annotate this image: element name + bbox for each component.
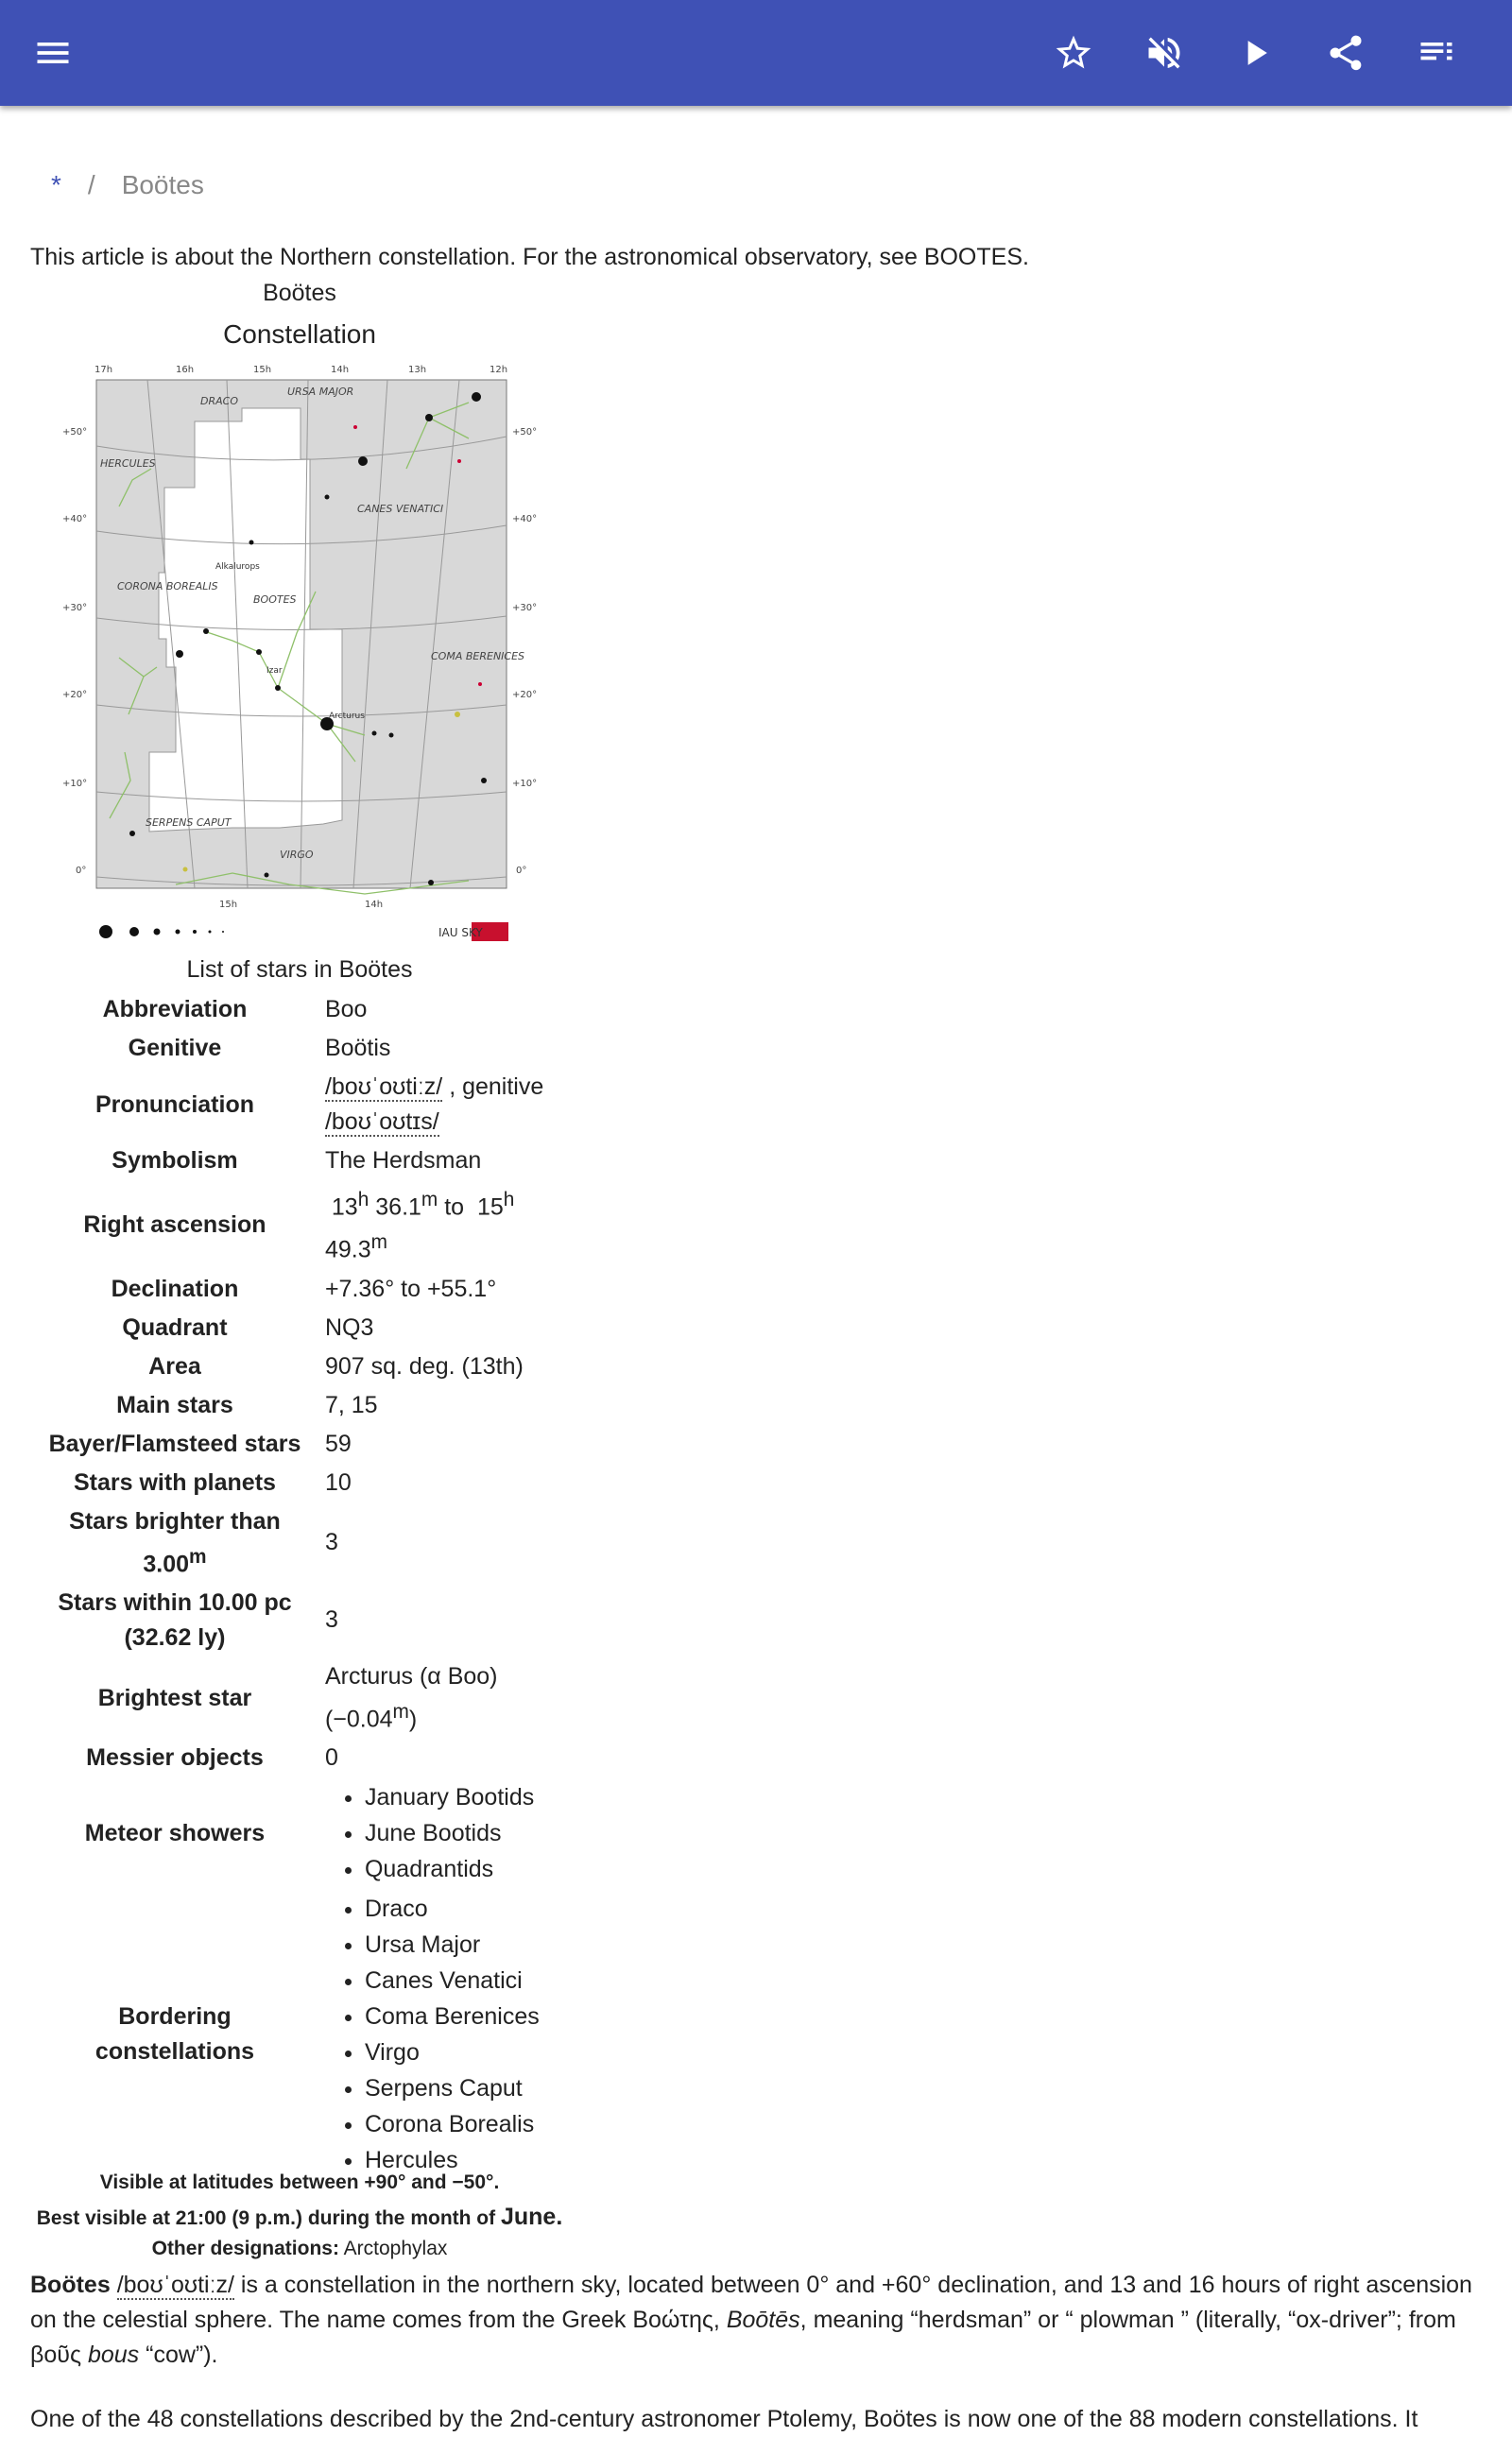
row-label-text: Stars brighter than 3.00 [69,1507,281,1577]
infobox-row [30,1347,569,1386]
list-item[interactable]: • Quadrantids [365,1851,563,1887]
map-dec-label: +30° [512,603,538,613]
row-value: Boötis [324,1035,391,1061]
ra-minutes: 49.3 [324,1236,371,1263]
infobox-row [30,1180,569,1270]
row-label: Quadrant [122,1313,228,1341]
map-ra-label: 13h [408,365,427,375]
map-ra-label: 16h [176,365,195,375]
list-item[interactable]: • Serpens Caput [365,2070,563,2106]
breadcrumb-separator: / [87,170,95,199]
ipa-link[interactable]: /boʊˈoʊtɪs/ [324,1108,439,1135]
best-month: June. [500,2204,563,2230]
menu-icon[interactable] [26,26,79,79]
infobox-row [30,1777,569,1889]
map-dec-label: +30° [62,603,88,613]
infobox-row [30,1309,569,1347]
map-ra-label: 17h [94,365,113,375]
infobox-row [30,1386,569,1425]
row-label: Pronunciation [94,1090,254,1118]
infobox-row [30,1584,569,1657]
pronunciation-mid: , genitive [449,1073,544,1100]
row-value[interactable]: NQ3 [324,1313,374,1341]
map-region-label: URSA MAJOR [287,386,354,398]
list-item[interactable]: • Corona Borealis [365,2106,563,2142]
list-item[interactable]: • Ursa Major [365,1927,563,1963]
row-value: The Herdsman [324,1147,482,1174]
map-dec-label: +10° [62,779,88,789]
infobox-row [30,1425,569,1464]
constellation-map[interactable] [53,355,544,941]
row-label: Stars within 10.00 pc (32.62 ly) [58,1588,292,1651]
infobox-row [30,1141,569,1180]
row-label [30,1502,319,1584]
map-credit: IAU SKY [438,926,483,939]
row-label: Bordering constellations [94,2003,255,2066]
map-ra-label: 15h [253,365,272,375]
ipa-link[interactable]: /boʊˈoʊtiːz/ [324,1073,443,1100]
bordering-list [325,1891,563,2178]
list-item[interactable]: • Draco [365,1891,563,1927]
row-label: Brightest star [97,1684,252,1711]
map-region-label: HERCULES [100,457,156,470]
ra-hours: 13 [331,1193,358,1221]
row-value [319,1657,569,1739]
magnitude-sup: m [392,1700,409,1723]
row-value [319,1889,569,2180]
map-caption-link[interactable]: List of stars in Boötes [186,956,413,983]
map-dec-label: +40° [62,514,88,524]
infobox-row [30,1889,569,2180]
list-item[interactable]: • Hercules [365,2142,563,2178]
article-subject: Boötes [30,2272,111,2298]
hatnote: This article is about the Northern constellation. For the astronomical observatory, see BOOTES. [30,244,1029,270]
row-value: 7, 15 [324,1391,378,1418]
article-second-paragraph: One of the 48 constellations described by the 2nd-century astronomer Ptolemy, Boötes is now one of the 88 modern constellations. It [30,2406,1418,2432]
list-item[interactable]: • Canes Venatici [365,1963,563,1999]
map-region-label: CORONA BOREALIS [117,580,218,592]
row-value: 13$^h$ 36.1$^m$ to 15$^h$ 49.3$^m$ [324,1189,515,1263]
map-ra-label: 14h [331,365,350,375]
row-label: Right ascension [83,1210,266,1238]
ra-minutes: 36.1 [369,1193,421,1221]
row-value: 59 [324,1430,352,1457]
greek-transliteration: Boōtēs [726,2307,800,2333]
app-bar [0,0,1512,106]
meteor-list [325,1779,563,1887]
ipa-link[interactable]: /boʊˈoʊtiːz/ [116,2272,234,2298]
row-label: Symbolism [112,1147,238,1174]
play-icon[interactable] [1228,26,1281,79]
row-label: Meteor showers [84,1819,266,1846]
map-region-label: SERPENS CAPUT [146,816,232,829]
row-label: Bayer/Flamsteed stars [48,1430,301,1457]
map-ra-label: 14h [365,900,384,910]
row-label: Area [148,1352,201,1380]
infobox-table [30,990,569,2180]
infobox-row [30,1657,569,1739]
map-region-label: CANES VENATICI [357,503,444,515]
brightest-close: ) [408,1706,418,1733]
infobox-row [30,1068,569,1141]
map-region-label: BOOTES [253,593,297,606]
share-icon[interactable] [1319,26,1372,79]
breadcrumb-home-link[interactable]: * [51,170,61,199]
brightest-star-link[interactable]: Arcturus (α Boo) (−0.04 [324,1662,498,1733]
volume-off-icon[interactable] [1138,26,1191,79]
row-value: 10 [324,1468,352,1496]
list-item[interactable]: • Virgo [365,2034,563,2070]
row-label: Abbreviation [102,996,248,1022]
breadcrumb-current: Boötes [121,170,204,199]
infobox-row [30,1502,569,1584]
row-value [319,1068,569,1141]
row-value: 907 sq. deg. (13th) [324,1352,524,1380]
best-visible-note: Best visible at 21:00 (9 p.m.) during the month of June. [36,2204,563,2230]
map-dec-label: 0° [516,866,527,876]
row-value: 0 [324,1744,338,1772]
map-dec-label: +40° [512,514,538,524]
ra-to: to [438,1193,472,1221]
row-label-sup: m [189,1545,207,1568]
map-dec-label: 0° [76,866,87,876]
row-value: 3 [324,1529,338,1556]
map-dec-label: +20° [512,690,538,700]
map-star-label: Izar [266,666,283,676]
row-value: +7.36° to +55.1° [324,1275,497,1302]
list-item[interactable]: • Coma Berenices [365,1999,563,2034]
map-region-label: DRACO [200,395,238,407]
map-region-label: COMA BERENICES [431,650,525,662]
row-label: Declination [111,1275,239,1302]
map-star-label: Arcturus [329,712,365,721]
row-label: Messier objects [86,1744,264,1772]
greek-word: bous [87,2342,140,2368]
breadcrumb [51,170,204,200]
other-designations-value: Arctophylax [343,2238,448,2259]
infobox-type: Constellation [223,319,376,349]
row-label: Stars with planets [74,1468,276,1496]
list-item[interactable]: • January Bootids [365,1779,563,1815]
playlist-icon[interactable] [1410,26,1463,79]
list-item[interactable]: • June Bootids [365,1815,563,1851]
ra-hours: 15 [476,1193,504,1221]
other-designations: Other designations: Arctophylax [151,2238,448,2259]
map-ra-label: 15h [219,900,238,910]
row-value: 3 [324,1606,338,1634]
map-ra-label: 12h [490,365,508,375]
row-value [319,1777,569,1889]
map-dec-label: +10° [512,779,538,789]
row-label: Genitive [128,1035,222,1061]
infobox-row [30,1270,569,1309]
infobox-title: Boötes [263,280,336,306]
infobox-row [30,1029,569,1068]
map-dec-label: +50° [512,427,538,438]
infobox-row [30,990,569,1029]
row-value: Boo [324,996,368,1022]
map-dec-label: +20° [62,690,88,700]
row-label: Main stars [116,1391,233,1418]
infobox-row [30,1739,569,1777]
infobox-row [30,1464,569,1502]
map-region-label: VIRGO [280,849,314,861]
map-dec-label: +50° [62,427,88,438]
article-lead-paragraph: Boötes /boʊˈoʊtiːz/ is a constellation in the northern sky, located between 0° and +60° declination, and 13 and 16 hours of right ascension on the celestial sphere. The name comes from the Greek Βοώτης, Boōtēs, meaning “herdsman” or “ plowman ” (literally, “ox-driver”; from βοῦς bous “cow”). [30,2272,1472,2368]
star-outline-icon[interactable] [1047,26,1100,79]
visibility-note: Visible at latitudes between +90° and −50°. [99,2171,500,2193]
map-star-label: Alkalurops [215,562,260,572]
